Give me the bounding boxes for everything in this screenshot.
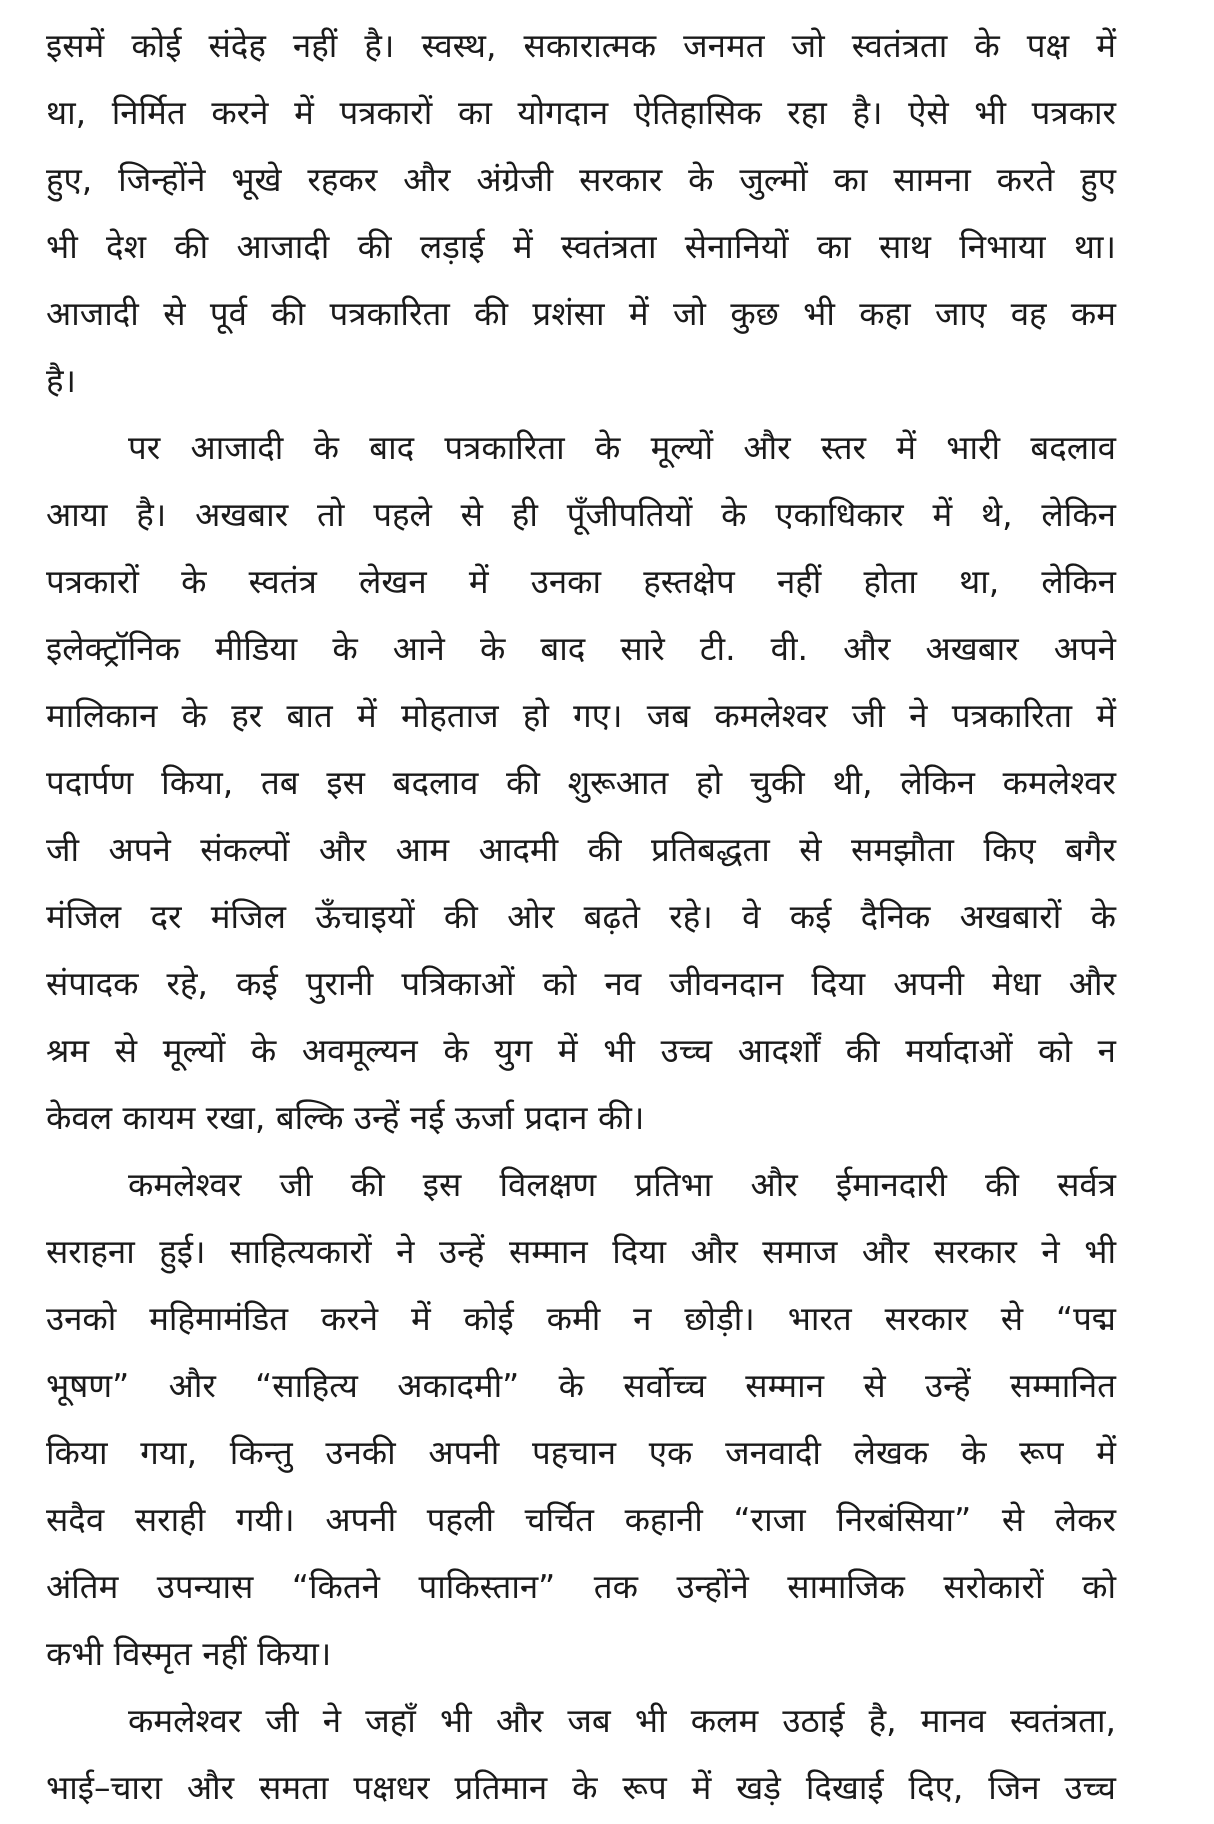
text-line: मालिकान के हर बात में मोहताज हो गए। जब कमलेश्वर जी ने पत्रकारिता में <box>46 696 1116 735</box>
document-page <box>46 12 1116 1821</box>
text-line: पत्रकारों के स्वतंत्र लेखन में उनका हस्तक्षेप नहीं होता था, लेकिन <box>46 562 1116 601</box>
text-line: कमलेश्वर जी ने जहाँ भी और जब भी कलम उठाई है, मानव स्वतंत्रता, <box>128 1701 1116 1740</box>
text-line: उनको महिमामंडित करने में कोई कमी न छोड़ी। भारत सरकार से “पद्म <box>46 1299 1116 1338</box>
text-line: केवल कायम रखा, बल्कि उन्हें नई ऊर्जा प्रदान की। <box>46 1098 645 1137</box>
text-line: कमलेश्वर जी की इस विलक्षण प्रतिभा और ईमानदारी की सर्वत्र <box>128 1165 1116 1204</box>
text-line: हुए, जिन्होंने भूखे रहकर और अंग्रेजी सरकार के जुल्मों का सामना करते हुए <box>46 160 1116 199</box>
text-line: इसमें कोई संदेह नहीं है। स्वस्थ, सकारात्मक जनमत जो स्वतंत्रता के पक्ष में <box>46 26 1116 65</box>
text-line: है। <box>46 361 77 400</box>
text-line: पदार्पण किया, तब इस बदलाव की शुरूआत हो चुकी थी, लेकिन कमलेश्वर <box>46 763 1116 802</box>
text-line: आजादी से पूर्व की पत्रकारिता की प्रशंसा में जो कुछ भी कहा जाए वह कम <box>46 294 1116 333</box>
text-line: जी अपने संकल्पों और आम आदमी की प्रतिबद्धता से समझौता किए बगैर <box>46 830 1116 869</box>
text-line: कभी विस्मृत नहीं किया। <box>46 1634 332 1673</box>
text-line: था, निर्मित करने में पत्रकारों का योगदान ऐतिहासिक रहा है। ऐसे भी पत्रकार <box>46 93 1116 132</box>
text-line: भाई–चारा और समता पक्षधर प्रतिमान के रूप में खड़े दिखाई दिए, जिन उच्च <box>46 1768 1116 1807</box>
text-line: भूषण” और “साहित्य अकादमी” के सर्वोच्च सम्मान से उन्हें सम्मानित <box>46 1366 1116 1405</box>
text-line: श्रम से मूल्यों के अवमूल्यन के युग में भी उच्च आदर्शों की मर्यादाओं को न <box>46 1031 1116 1070</box>
text-line: अंतिम उपन्यास “कितने पाकिस्तान” तक उन्होंने सामाजिक सरोकारों को <box>46 1567 1116 1606</box>
text-line: आया है। अखबार तो पहले से ही पूँजीपतियों के एकाधिकार में थे, लेकिन <box>46 495 1116 534</box>
paragraph-3 <box>46 1151 1116 1687</box>
paragraph-1 <box>46 12 1116 414</box>
text-line: संपादक रहे, कई पुरानी पत्रिकाओं को नव जीवनदान दिया अपनी मेधा और <box>46 964 1116 1003</box>
text-line: किया गया, किन्तु उनकी अपनी पहचान एक जनवादी लेखक के रूप में <box>46 1433 1116 1472</box>
text-line: भी देश की आजादी की लड़ाई में स्वतंत्रता सेनानियों का साथ निभाया था। <box>46 227 1116 266</box>
text-line: पर आजादी के बाद पत्रकारिता के मूल्यों और स्तर में भारी बदलाव <box>128 428 1116 467</box>
text-line: इलेक्ट्रॉनिक मीडिया के आने के बाद सारे टी. वी. और अखबार अपने <box>46 629 1116 668</box>
paragraph-2 <box>46 414 1116 1151</box>
text-line: सदैव सराही गयी। अपनी पहली चर्चित कहानी “राजा निरबंसिया” से लेकर <box>46 1500 1116 1539</box>
text-line: मंजिल दर मंजिल ऊँचाइयों की ओर बढ़ते रहे। वे कई दैनिक अखबारों के <box>46 897 1116 936</box>
paragraph-4 <box>46 1687 1116 1821</box>
text-line: सराहना हुई। साहित्यकारों ने उन्हें सम्मान दिया और समाज और सरकार ने भी <box>46 1232 1116 1271</box>
